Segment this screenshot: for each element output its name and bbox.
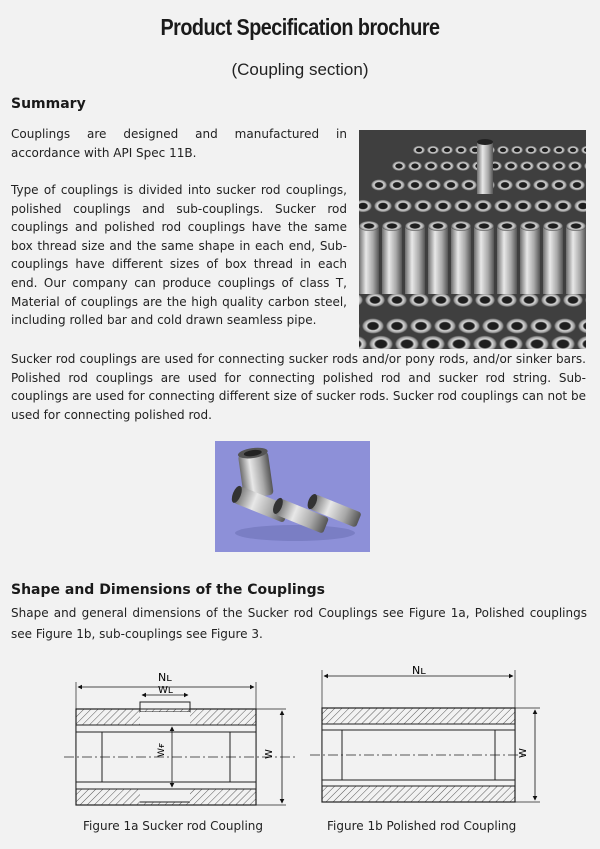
coupling-end [552, 161, 566, 171]
coupling-body [520, 226, 540, 294]
coupling-end [434, 318, 456, 333]
coupling-end [506, 318, 528, 333]
coupling-end [504, 161, 518, 171]
fig1a-wf-label: Wғ [157, 742, 167, 757]
coupling-end [567, 146, 579, 154]
coupling-end [443, 179, 459, 190]
coupling-end [458, 318, 480, 333]
summary-paragraph-2: Type of couplings is divided into sucker rod couplings, polished couplings and sub-couplings. Sucker rod couplings and polished rod couplings have the same box thread size and the same shape in each end, Sub-couplings have different sizes of box thread in each end. Our company can produce couplings of class T, Material of couplings are the high quality carbon steel, including rolled bar and cold drawn seamless pipe. [11, 183, 347, 328]
coupling-end [511, 146, 523, 154]
coupling-body [543, 226, 563, 294]
coupling-top [543, 221, 563, 231]
coupling-end [494, 200, 512, 213]
fig1b-w-label: W [518, 748, 529, 758]
coupling-end [386, 318, 408, 333]
coupling-top [497, 221, 517, 231]
coupling-body [451, 226, 471, 294]
coupling-top [428, 221, 448, 231]
figure-1b-drawing [310, 662, 550, 812]
coupling-end [541, 293, 561, 307]
couplings-stock-photo [359, 130, 586, 349]
coupling-body [497, 226, 517, 294]
fig1a-wl-label: Wʟ [158, 685, 173, 696]
coupling-top [520, 221, 540, 231]
coupling-end [563, 293, 583, 307]
coupling-end [554, 200, 572, 213]
coupling-end [474, 200, 492, 213]
coupling-end [365, 293, 385, 307]
coupling-end [569, 179, 585, 190]
coupling-end [551, 179, 567, 190]
coupling-end [533, 179, 549, 190]
coupling-end [408, 161, 422, 171]
coupling-end [497, 146, 509, 154]
coupling-end [414, 200, 432, 213]
coupling-top [359, 221, 379, 231]
coupling-end [431, 293, 451, 307]
coupling-end [534, 200, 552, 213]
coupling-end [454, 200, 472, 213]
coupling-end [389, 179, 405, 190]
coupling-end [530, 318, 552, 333]
coupling-end [434, 200, 452, 213]
coupling-end [371, 179, 387, 190]
coupling-end [554, 318, 576, 333]
figure-1a-caption: Figure 1a Sucker rod Coupling [83, 819, 264, 833]
coupling-end [568, 161, 582, 171]
coupling-end [387, 293, 407, 307]
coupling-end [410, 318, 432, 333]
coupling-end [409, 293, 429, 307]
fig1a-nl-label: Nʟ [158, 671, 172, 684]
couplings-product-photo [215, 441, 370, 552]
coupling-end [520, 161, 534, 171]
coupling-end [553, 146, 565, 154]
coupling-end [407, 179, 423, 190]
summary-heading: Summary [11, 96, 86, 112]
coupling-end [536, 161, 550, 171]
coupling-end [539, 146, 551, 154]
shape-paragraph: Shape and general dimensions of the Sucker rod Couplings see Figure 1a, Polished couplings see Figure 1b, sub-couplings see Figure 3. [11, 606, 587, 641]
fig1b-nl-label: Nʟ [412, 664, 426, 677]
coupling-end [455, 146, 467, 154]
coupling-end [497, 179, 513, 190]
coupling-top [566, 221, 586, 231]
coupling-body [382, 226, 402, 294]
coupling-end [497, 293, 517, 307]
coupling-end [374, 200, 392, 213]
coupling-end [453, 293, 473, 307]
page-subtitle: (Coupling section) [231, 60, 369, 79]
coupling-top [474, 221, 494, 231]
couplings-stock-photo-drawing [359, 130, 586, 349]
page-title: Product Specification brochure [160, 14, 440, 40]
coupling-end [514, 200, 532, 213]
coupling-end [394, 200, 412, 213]
coupling-end [425, 179, 441, 190]
coupling-body [405, 226, 425, 294]
coupling-end [392, 161, 406, 171]
coupling-end [424, 161, 438, 171]
coupling-end [427, 146, 439, 154]
fig1a-w-label: W [264, 749, 275, 759]
figure-1b-caption: Figure 1b Polished rod Coupling [327, 819, 517, 833]
coupling-top [382, 221, 402, 231]
couplings-product-photo-drawing [215, 441, 370, 552]
coupling-body [474, 226, 494, 294]
coupling-top [451, 221, 471, 231]
summary-paragraph-3: Sucker rod couplings are used for connecting sucker rods and/or pony rods, and/or sinker bars. Polished rod couplings are used for connecting polished rod and sucker rod string. Sub-couplings are used for connecting different size of sucker rods. Sucker rod couplings can not be used for connecting polished rod. [11, 352, 586, 422]
shape-heading: Shape and Dimensions of the Couplings [11, 582, 326, 598]
coupling-body [566, 226, 586, 294]
coupling-end [461, 179, 477, 190]
coupling-end [413, 146, 425, 154]
coupling-top [405, 221, 425, 231]
coupling-end [456, 161, 470, 171]
coupling-body [428, 226, 448, 294]
coupling-end [519, 293, 539, 307]
coupling-end [440, 161, 454, 171]
figure-1a-drawing [60, 662, 295, 812]
coupling-end [515, 179, 531, 190]
coupling-body [359, 226, 379, 294]
summary-paragraph-1: Couplings are designed and manufactured in accordance with API Spec 11B. [11, 127, 347, 160]
coupling-end [441, 146, 453, 154]
coupling-end [475, 293, 495, 307]
coupling-end [362, 318, 384, 333]
coupling-end [482, 318, 504, 333]
coupling-end [525, 146, 537, 154]
